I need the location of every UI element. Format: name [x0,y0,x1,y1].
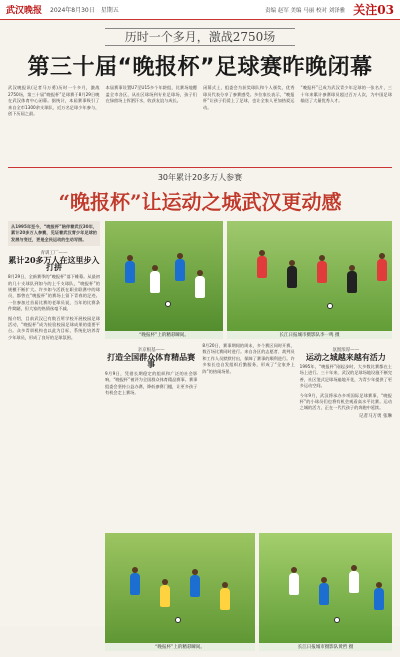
top-headline: 第三十届“晚报杯”足球赛昨晚闭幕 [27,55,373,80]
feature-lead: 从1995年至今，“晚报杯”陪伴着武汉30年，累计20多万人参赛，见证着武汉青少年足球的发展与变迁，更是全民运动的生动写照。 [8,221,100,246]
photo-caption: 长江日报城市摄影队李一鸣 摄 [227,331,392,339]
photo-caption: 长江日报城市摄影队黄哲 摄 [259,643,392,651]
photo-row-top [105,221,392,339]
byline: 记者马万勇 张琳 [359,413,392,419]
feature-left-column [8,221,100,657]
match-photo [227,221,392,339]
match-photo [105,533,255,651]
top-story-col: 武汉晚报讯(记者马万勇)历时一个多月，激战2750场，第三十届“晚报杯”足球赛于8月29日晚在武汉体育中心闭幕。据统计，本届赛事吸引了来自全市1300余支球队、近万名足球少年参与，创下历届之最。 [8,85,100,116]
top-story-col: “晚报杯”已成为武汉青少年足球的一张名片，三十年来累计参赛球员超过百万人次，为中国足球输送了大量优秀人才。 [300,85,392,103]
feature-right-area [105,221,392,657]
photo-row-bottom [105,533,392,651]
top-kicker: 历时一个多月，激战2750场 [0,28,400,45]
photo-caption: “晚报杯”上的精彩瞬间。 [105,643,255,651]
article-column: 亲京根基—— 打造全国群众体育精品赛事 9月9日，凭借长期稳定的组织和广泛的社会影响，“晚报杯”被评为全国群众体育精品赛事。赛事组委会坚持公益办赛，降低参赛门槛，让更多孩子有机会走上赛场。 [105,348,198,396]
subhead-foundation: 亲京根基—— 打造全国群众体育精品赛事 [107,348,196,369]
article-paragraph: 据介绍，目前武汉已有数百所学校开展校园足球活动，“晚报杯”成为检验校园足球成果的重要平台。众多青训机构也以此为目标，系统化培养青少年球员，形成了良好的足球氛围。 [8,315,100,340]
feature-kicker: 30年累计20多万人参赛 [157,173,243,182]
subhead-atmosphere: 氛围浓厚—— 运动之城越来越有活力 [305,348,386,362]
top-story-col: 闭幕式上，组委会为获奖球队和个人颁奖，优秀球员代表分享了参赛感受。多位家长表示，“晚报杯”让孩子们爱上了足球，也让全家人更加热爱运动。 [203,85,295,110]
top-story [0,85,400,163]
section-divider [8,167,392,168]
subhead-training: 青训工厂—— 累计20多万人在这里步入打拼 [8,251,100,273]
article-column: 氛围浓厚—— 运动之城越来越有活力 1995年，“晚报杯”刚起步时，大多数比赛都在土场上进行。三十年来，武汉的足球场地设施不断完善，社区笼式足球场遍地开花，为青少年提供了更多运动空间。 今年9月，武汉将承办多项国际足球赛事，“晚报杯”的小球员们也将有机会观看高水平比赛。运动之城的活力，正在一代代孩子的奔跑中延续。 记者马万勇 张琳 [299,348,392,419]
page-section: 关注03 [353,3,394,17]
staff-credits: 责编 赵军 美编 马丽 校对 刘泽雅 [265,7,346,14]
feature-story [0,221,400,657]
top-story-col: 本届赛事设置U7至U15多个年龄组，比赛场地覆盖全市各区，从社区球场到专业足球场，孩子们在绿茵场上挥洒汗水，收获友谊与成长。 [105,85,197,103]
feature-text-columns [105,343,392,529]
masthead [0,0,400,20]
feature-title: “晚报杯”让运动之城武汉更动感 [58,190,342,214]
newspaper-logo: 武汉晚报 [6,6,43,16]
issue-weekday: 星期五 [100,7,119,14]
match-photo [259,533,392,651]
article-column: 8月20日，赛事期间的周末，多个赛区同时开赛，数百场比赛同时进行。来自各区的志愿者、裁判员和工作人员默默付出，保障了赛事的顺利进行。许多家长也自发组织后勤服务，形成了“全家齐上阵”的热闹场景。 [202,343,295,374]
photo-caption: “晚报杯”上的精彩瞬间。 [105,331,223,339]
match-photo [105,221,223,339]
article-paragraph: 8月29日，全新赛季的“晚报杯”落下帷幕。从最初的几十支球队到如今的上千支球队，“晚报杯”的规模不断扩大。许多如今活跃在职业联赛中的球员，都曾在“晚报杯”的赛场上留下青春的足迹。一位参加过首届比赛的老球员说，当年的比赛条件简陋，但大家的热情丝毫不减。 [8,274,100,312]
issue-date: 2024年8月30日 [50,7,95,14]
